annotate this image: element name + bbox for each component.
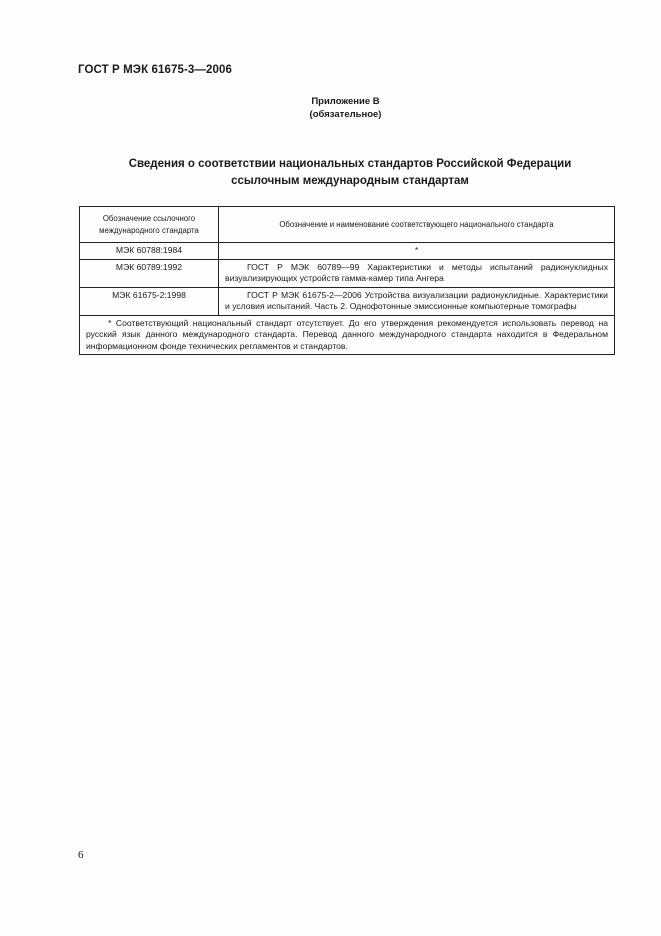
national-standard-cell: * [219, 243, 615, 260]
appendix-heading [0, 95, 661, 121]
appendix-title: Приложение В [311, 96, 380, 107]
page-number: 6 [78, 849, 84, 861]
table-row [80, 243, 615, 260]
table-footnote-row [80, 315, 615, 355]
ref-standard-cell: МЭК 60788:1984 [80, 243, 219, 260]
national-standard-cell: ГОСТ Р МЭК 61675-2—2006 Устройства визуализации радионуклидные. Характеристики и условия испытаний. Часть 2. Однофотонные эмиссионные компьютерные томографы [219, 287, 615, 315]
section-title [100, 156, 600, 190]
table-row [80, 259, 615, 287]
table-header-row [80, 207, 615, 243]
header-ref-standard: Обозначение ссылочного международного стандарта [80, 207, 219, 243]
document-header: ГОСТ Р МЭК 61675-3—2006 [78, 64, 232, 76]
section-title-line-1: Сведения о соответствии национальных стандартов Российской Федерации [128, 158, 572, 170]
table-footnote: * Соответствующий национальный стандарт отсутствует. До его утверждения рекомендуется использовать перевод на русский язык данного международного стандарта. Перевод данного международного стандарта находится в Федеральном информационном фонде технических регламентов и стандартов. [80, 315, 615, 355]
ref-standard-cell: МЭК 61675-2:1998 [80, 287, 219, 315]
table-row [80, 287, 615, 315]
national-standard-cell: ГОСТ Р МЭК 60789—99 Характеристики и методы испытаний радионуклидных визуализирующих устройств гамма-камер типа Ангера [219, 259, 615, 287]
standards-correspondence-table [79, 206, 615, 355]
header-national-standard: Обозначение и наименование соответствующего национального стандарта [219, 207, 615, 243]
section-title-line-2: ссылочным международным стандартам [231, 175, 469, 187]
appendix-status: (обязательное) [309, 109, 382, 120]
ref-standard-cell: МЭК 60789:1992 [80, 259, 219, 287]
